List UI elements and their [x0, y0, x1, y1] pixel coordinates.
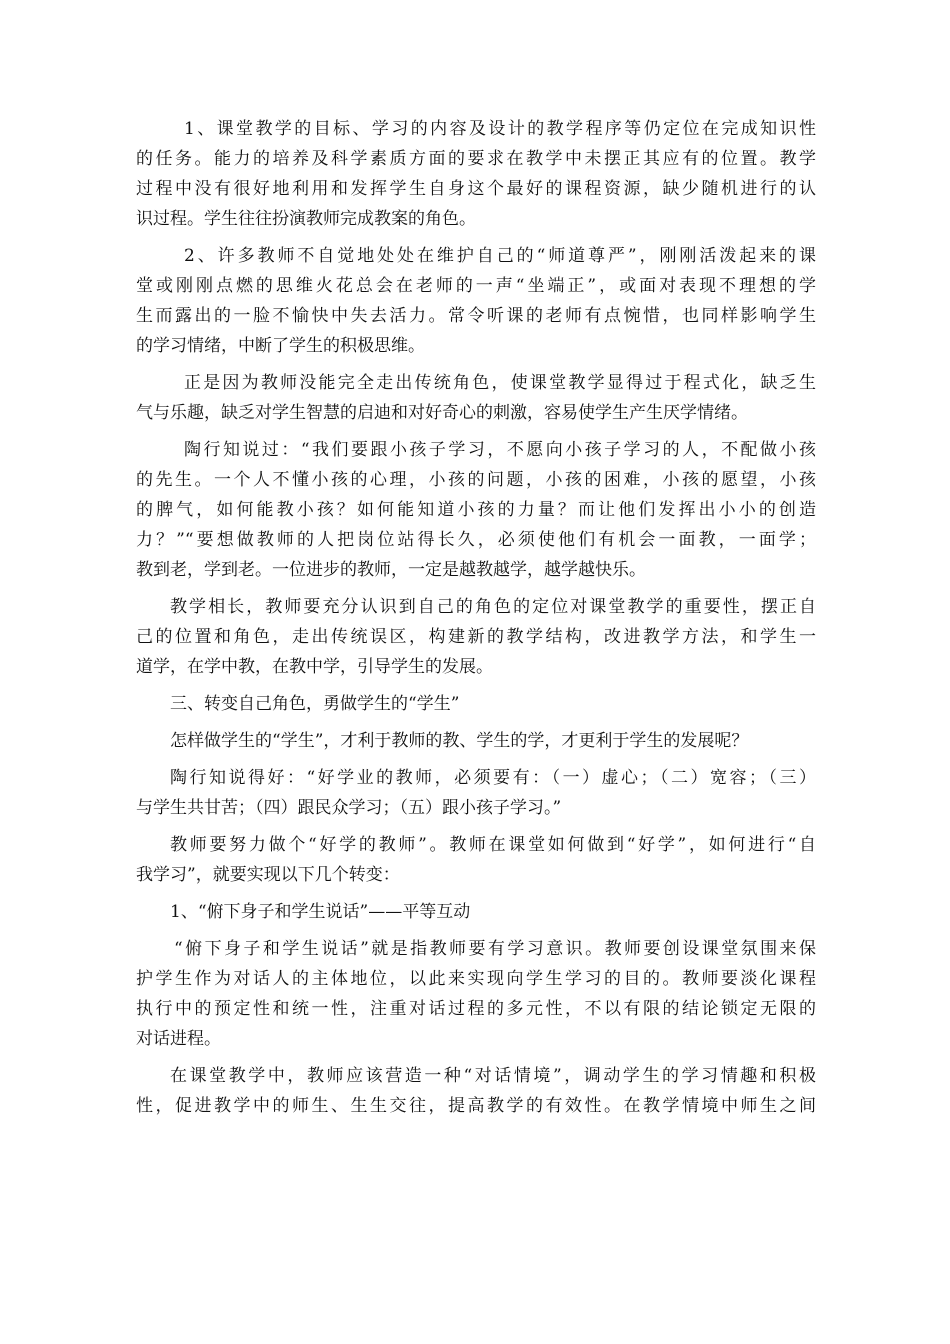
- text-line: 力？”“要想做教师的人把岗位站得长久，必须使他们有机会一面教，一面学；: [136, 530, 816, 550]
- text-line: 对话进程。: [136, 1029, 221, 1049]
- text-line: 生而露出的一脸不愉快中失去活力。常令听课的老师有点惋惜，也同样影响学生: [136, 306, 816, 326]
- text-line: 2、许多教师不自觉地处处在维护自己的“师道尊严”，刚刚活泼起来的课: [184, 246, 816, 266]
- text-line: 在课堂教学中，教师应该营造一种“对话情境”，调动学生的学习情趣和积极: [170, 1066, 816, 1086]
- paragraph: [136, 241, 816, 361]
- text-line: 三、转变自己角色，勇做学生的“学生”: [170, 694, 460, 714]
- text-line: 教到老，学到老。一位进步的教师，一定是越教越学，越学越快乐。: [136, 560, 646, 580]
- paragraph: [136, 763, 816, 823]
- text-line: 己的位置和角色，走出传统误区，构建新的教学结构，改进教学方法，和学生一: [136, 627, 816, 647]
- text-line: 教师要努力做个“好学的教师”。教师在课堂如何做到“好学”，如何进行“自: [170, 835, 816, 855]
- text-line: 教学相长，教师要充分认识到自己的角色的定位对课堂教学的重要性，摆正自: [170, 597, 816, 617]
- text-line: 堂或刚刚点燃的思维火花总会在老师的一声“坐端正”，或面对表现不理想的学: [136, 276, 816, 296]
- text-line: “俯下身子和学生说话”就是指教师要有学习意识。教师要创设课堂氛围来保: [174, 939, 816, 959]
- text-line: 气与乐趣，缺乏对学生智慧的启迪和对好奇心的刺激，容易使学生产生厌学情绪。: [136, 403, 748, 423]
- paragraph: [136, 435, 816, 585]
- paragraph: [136, 592, 816, 682]
- text-line: 过程中没有很好地利用和发挥学生自身这个最好的课程资源，缺少随机进行的认: [136, 179, 816, 199]
- document-page: [136, 114, 816, 1128]
- text-line: 1、“俯下身子和学生说话”——平等互动: [170, 902, 471, 922]
- text-line: 1、课堂教学的目标、学习的内容及设计的教学程序等仍定位在完成知识性: [184, 119, 816, 139]
- text-line: 的脾气，如何能教小孩？如何能知道小孩的力量？而让他们发挥出小小的创造: [136, 500, 816, 520]
- text-line: 陶行知说得好：“好学业的教师，必须要有：（一）虚心；（二）宽容；（三）: [170, 768, 816, 788]
- text-line: 我学习”，就要实现以下几个转变：: [136, 865, 400, 885]
- paragraph: [136, 830, 816, 890]
- text-line: 识过程。学生往往扮演教师完成教案的角色。: [136, 209, 476, 229]
- paragraph: [136, 368, 816, 428]
- text-line: 怎样做学生的“学生”，才利于教师的教、学生的学，才更利于学生的发展呢？: [170, 731, 749, 751]
- paragraph: [136, 726, 816, 756]
- paragraph: [136, 897, 816, 927]
- text-line: 的学习情绪，中断了学生的积极思维。: [136, 336, 425, 356]
- text-line: 与学生共甘苦；（四）跟民众学习；（五）跟小孩子学习。”: [136, 798, 562, 818]
- text-line: 性，促进教学中的师生、生生交往，提高教学的有效性。在教学情境中师生之间: [136, 1096, 816, 1116]
- text-line: 执行中的预定性和统一性，注重对话过程的多元性，不以有限的结论锁定无限的: [136, 999, 816, 1019]
- text-line: 正是因为教师没能完全走出传统角色，使课堂教学显得过于程式化，缺乏生: [184, 373, 816, 393]
- paragraph: [136, 1061, 816, 1121]
- text-line: 的先生。一个人不懂小孩的心理，小孩的问题，小孩的困难，小孩的愿望，小孩: [136, 470, 816, 490]
- text-line: 道学，在学中教，在教中学，引导学生的发展。: [136, 657, 493, 677]
- paragraph: [136, 934, 816, 1054]
- paragraph: [136, 114, 816, 234]
- text-line: 护学生作为对话人的主体地位，以此来实现向学生学习的目的。教师要淡化课程: [136, 969, 816, 989]
- text-line: 陶行知说过：“我们要跟小孩子学习，不愿向小孩子学习的人，不配做小孩: [184, 440, 816, 460]
- text-line: 的任务。能力的培养及科学素质方面的要求在教学中未摆正其应有的位置。教学: [136, 149, 816, 169]
- paragraph: [136, 689, 816, 719]
